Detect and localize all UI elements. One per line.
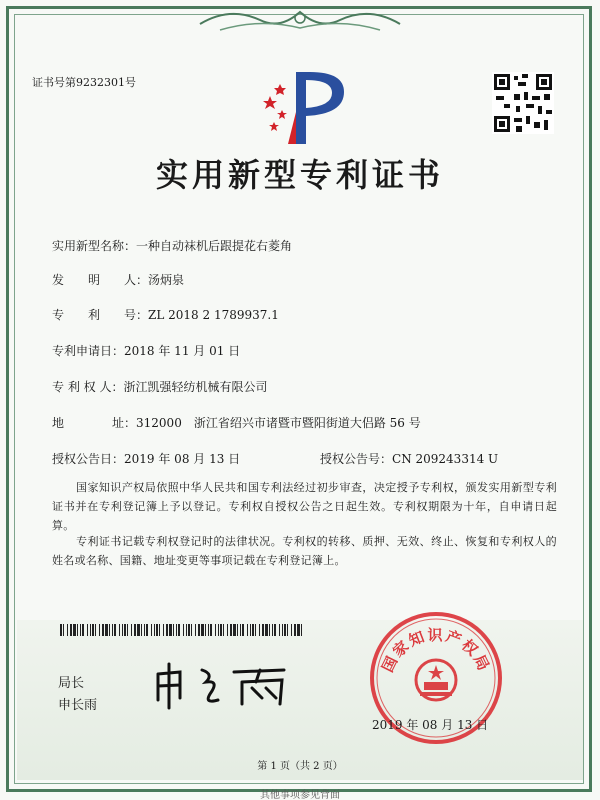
page-number: 第 1 页（共 2 页） (257, 761, 343, 772)
footer-note: 其他事项参见背面 (260, 790, 340, 800)
signatory-title: 局长 (58, 676, 85, 691)
national-emblem-icon (416, 660, 456, 700)
field-inventor (52, 271, 184, 288)
legal-status-paragraph: 专利证书记载专利权登记时的法律状况。专利权的转移、质押、无效、终止、恢复和专利权人的姓名或名称、国籍、地址变更等事项记载在专利登记簿上。 (52, 535, 557, 567)
field-value: 汤炳泉 (148, 273, 185, 287)
signatory-name: 申长雨 (58, 698, 98, 713)
field-value: 2018 年 11 月 01 日 (124, 344, 241, 358)
field-patent-number (52, 306, 279, 323)
field-value: 312000 浙江省绍兴市诸暨市暨阳街道大侣路 56 号 (136, 416, 421, 430)
field-label: 地 址： (52, 416, 137, 430)
field-label: 授权公告日： (52, 452, 125, 466)
certificate-number: 证书号第9232301号 (32, 76, 136, 89)
field-publication-number (320, 450, 498, 467)
field-label: 专利申请日： (52, 344, 125, 358)
field-value: CN 209243314 U (392, 452, 499, 466)
certificate-title: 实用新型专利证书 (155, 156, 444, 194)
field-value: 2019 年 08 月 13 日 (124, 452, 241, 466)
seal-issue-date: 2019 年 08 月 13 日 (372, 718, 489, 732)
top-ornament (190, 4, 410, 38)
handwritten-signature (150, 660, 310, 710)
field-publication (52, 450, 499, 467)
field-value: 浙江凯强轻纺机械有限公司 (123, 380, 268, 394)
grant-paragraph: 国家知识产权局依照中华人民共和国专利法经过初步审查，决定授予专利权，颁发实用新型专利证书并在专利登记簿上予以登记。专利权自授权公告之日起生效。专利权期限为十年，自申请日起算。 (52, 481, 557, 532)
field-value: 一种自动袜机后跟提花右菱角 (136, 239, 293, 253)
qr-code-icon (492, 72, 554, 134)
cnipa-logo-icon (258, 66, 348, 146)
field-label: 专 利 号： (52, 308, 149, 322)
field-label: 专 利 权 人： (52, 380, 124, 394)
field-address (52, 414, 421, 431)
seal-text: 国家知识产权局 (378, 626, 494, 676)
field-value: ZL 2018 2 1789937.1 (148, 308, 279, 322)
field-utility-model-name (52, 237, 292, 254)
field-filing-date (52, 342, 240, 359)
field-patent-holder (52, 378, 267, 395)
field-label: 发 明 人： (52, 273, 149, 287)
field-label: 实用新型名称： (52, 239, 137, 253)
barcode-icon (60, 624, 306, 636)
field-label: 授权公告号： (320, 452, 393, 466)
